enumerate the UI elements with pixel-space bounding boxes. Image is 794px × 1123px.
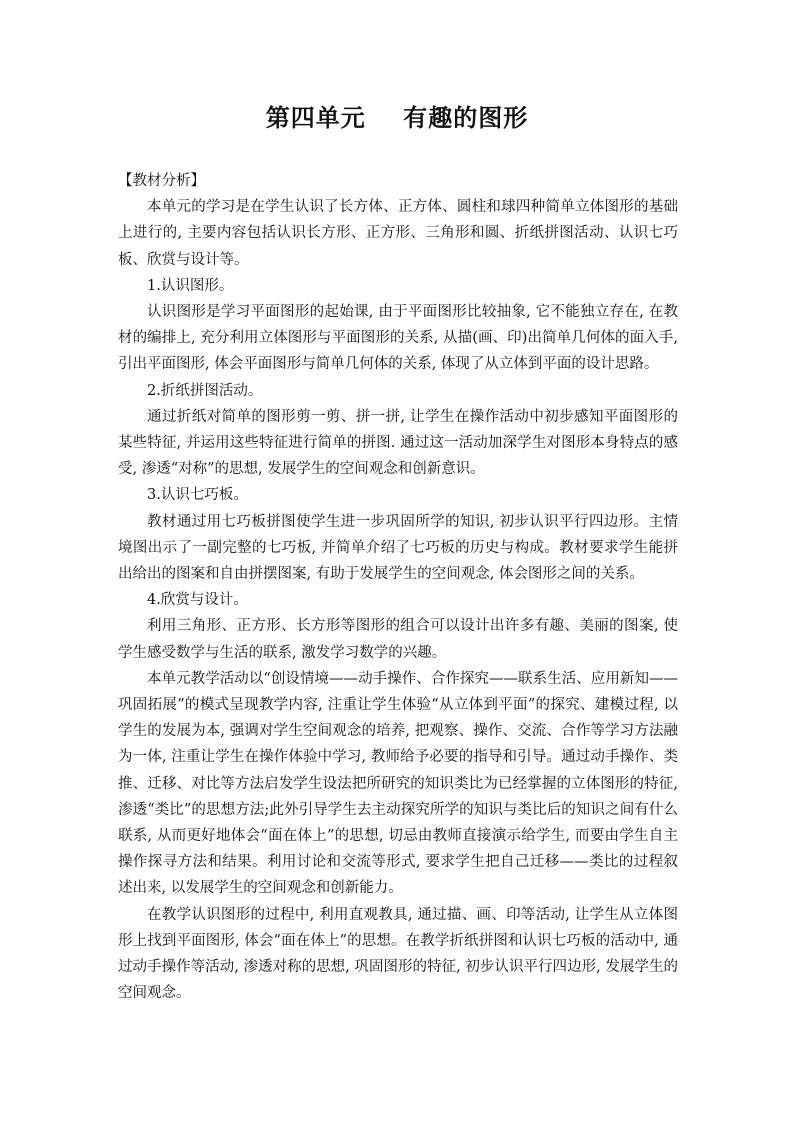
paragraph-intro: 本单元的学习是在学生认识了长方体、正方体、圆柱和球四种简单立体图形的基础上进行的, 主要内容包括认识长方形、正方形、三角形和圆、折纸拼图活动、认识七巧板、欣赏与设计等。	[118, 199, 678, 268]
document-body	[118, 168, 678, 1007]
paragraph-appreciation-design: 利用三角形、正方形、长方形等图形的组合可以设计出许多有趣、美丽的图案, 使学生感受数学与生活的联系, 激发学习数学的兴趣。	[118, 618, 678, 661]
paragraph-teaching-process: 在教学认识图形的过程中, 利用直观教具, 通过描、画、印等活动, 让学生从立体图形上找到平面图形, 体会“面在体上”的思想。在教学折纸拼图和认识七巧板的活动中, 通过动手操作等活动, 渗透对称的思想, 巩固图形的特征, 初步认识平行四边形, 发展学生的空间观念。	[118, 906, 678, 1002]
section-label: 【教材分析】	[118, 173, 205, 189]
paragraph-paper-folding: 通过折纸对简单的图形剪一剪、拼一拼, 让学生在操作活动中初步感知平面图形的某些特征, 并运用这些特征进行简单的拼图. 通过这一活动加深学生对图形本身特点的感受, 渗透“对称”的思想, 发展学生的空间观念和创新意识。	[118, 408, 678, 478]
paragraph-teaching-activities: 本单元教学活动以“创设情境——动手操作、合作探究——联系生活、应用新知——巩固拓展”的模式呈现教学内容, 注重让学生体验“从立体到平面”的探究、建模过程, 以学生的发展为本, 强调对学生空间观念的培养, 把观察、操作、交流、合作等学习方法融为一体, 注重让学生在操作体验中学习, 教师给予必要的指导和引导。通过动手操作、类推、迁移、对比等方法启发学生设法把所研究的知识类比为已经掌握的立体图形的特征, 渗透“类比”的思想方法;此外引导学生去主动探究所学的知识与类比后的知识之间有什么联系, 从而更好地体会“面在体上”的思想, 切忌由教师直接演示给学生, 而要由学生自主操作探寻方法和结果。利用讨论和交流等形式, 要求学生把自己迁移——类比的过程叙述出来, 以发展学生的空间观念和创新能力。	[118, 670, 678, 897]
paragraph-tangram: 教材通过用七巧板拼图使学生进一步巩固所学的知识, 初步认识平行四边形。主情境图出示了一副完整的七巧板, 并简单介绍了七巧板的历史与构成。教材要求学生能拼出给出的图案和自由拼摆图案, 有助于发展学生的空间观念, 体会图形之间的关系。	[118, 513, 678, 583]
subheading-tangram: 3.认识七巧板。	[147, 487, 248, 504]
paragraph-recognize-shapes: 认识图形是学习平面图形的起始课, 由于平面图形比较抽象, 它不能独立存在, 在教材的编排上, 充分利用立体图形与平面图形的关系, 从描(画、印)出简单几何体的面入手, 引出平面图形, 体会平面图形与简单几何体的关系, 体现了从立体到平面的设计思路。	[118, 304, 678, 373]
subheading-recognize-shapes: 1.认识图形。	[147, 277, 234, 294]
subheading-paper-folding: 2.折纸拼图活动。	[147, 382, 263, 399]
subheading-appreciation-design: 4.欣赏与设计。	[147, 592, 248, 609]
page-title: 第四单元 有趣的图形	[265, 103, 529, 132]
